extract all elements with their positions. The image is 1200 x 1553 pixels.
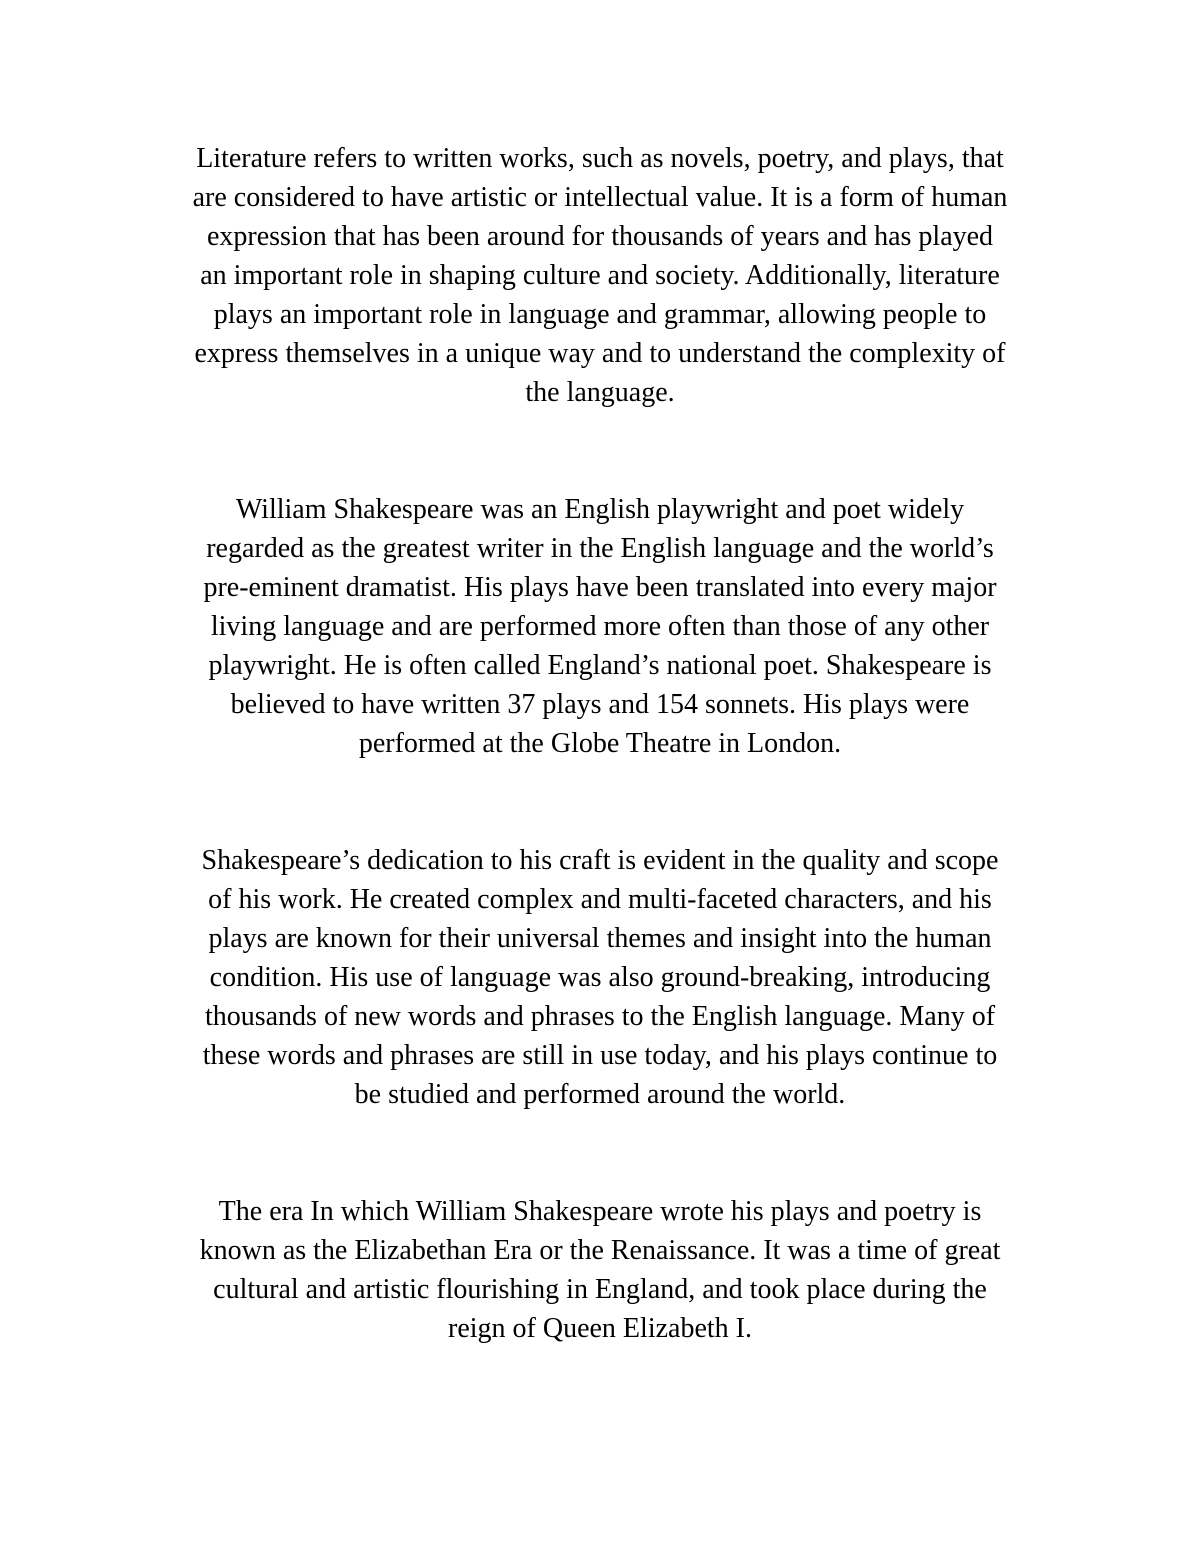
- text-line: living language and are performed more often than those of any other: [210, 611, 990, 642]
- text-line: Shakespeare’s dedication to his craft is evident in the quality and scope: [201, 845, 999, 876]
- text-line: regarded as the greatest writer in the English language and the world’s: [206, 533, 994, 564]
- text-line: an important role in shaping culture and society. Additionally, literature: [200, 260, 1000, 291]
- text-line: performed at the Globe Theatre in London.: [358, 728, 842, 759]
- text-line: are considered to have artistic or intellectual value. It is a form of human: [192, 182, 1008, 213]
- text-line: pre-eminent dramatist. His plays have been translated into every major: [203, 572, 997, 603]
- text-line: cultural and artistic flourishing in England, and took place during the: [213, 1274, 987, 1305]
- text-line: the language.: [525, 377, 675, 408]
- text-line: believed to have written 37 plays and 154 sonnets. His plays were: [230, 689, 970, 720]
- text-line: condition. His use of language was also ground-breaking, introducing: [209, 962, 991, 993]
- text-line: The era In which William Shakespeare wrote his plays and poetry is: [218, 1196, 982, 1227]
- text-line: Literature refers to written works, such as novels, poetry, and plays, that: [196, 143, 1004, 174]
- text-line: plays are known for their universal themes and insight into the human: [208, 923, 992, 954]
- text-line: be studied and performed around the world.: [354, 1079, 846, 1110]
- paragraph-literature: [120, 139, 1080, 412]
- text-line: of his work. He created complex and multi-faceted characters, and his: [208, 884, 992, 915]
- paragraph-craft: [120, 841, 1080, 1114]
- text-line: expression that has been around for thousands of years and has played: [206, 221, 994, 252]
- paragraph-shakespeare: [120, 490, 1080, 763]
- text-line: thousands of new words and phrases to the English language. Many of: [204, 1001, 996, 1032]
- text-line: William Shakespeare was an English playwright and poet widely: [235, 494, 965, 525]
- text-line: playwright. He is often called England’s national poet. Shakespeare is: [208, 650, 992, 681]
- text-line: reign of Queen Elizabeth I.: [448, 1313, 752, 1344]
- text-line: express themselves in a unique way and to understand the complexity of: [194, 338, 1006, 369]
- paragraph-era: [120, 1192, 1080, 1348]
- text-line: known as the Elizabethan Era or the Renaissance. It was a time of great: [199, 1235, 1001, 1266]
- text-line: plays an important role in language and grammar, allowing people to: [213, 299, 987, 330]
- text-line: these words and phrases are still in use today, and his plays continue to: [202, 1040, 998, 1071]
- document-body: [120, 139, 1080, 1348]
